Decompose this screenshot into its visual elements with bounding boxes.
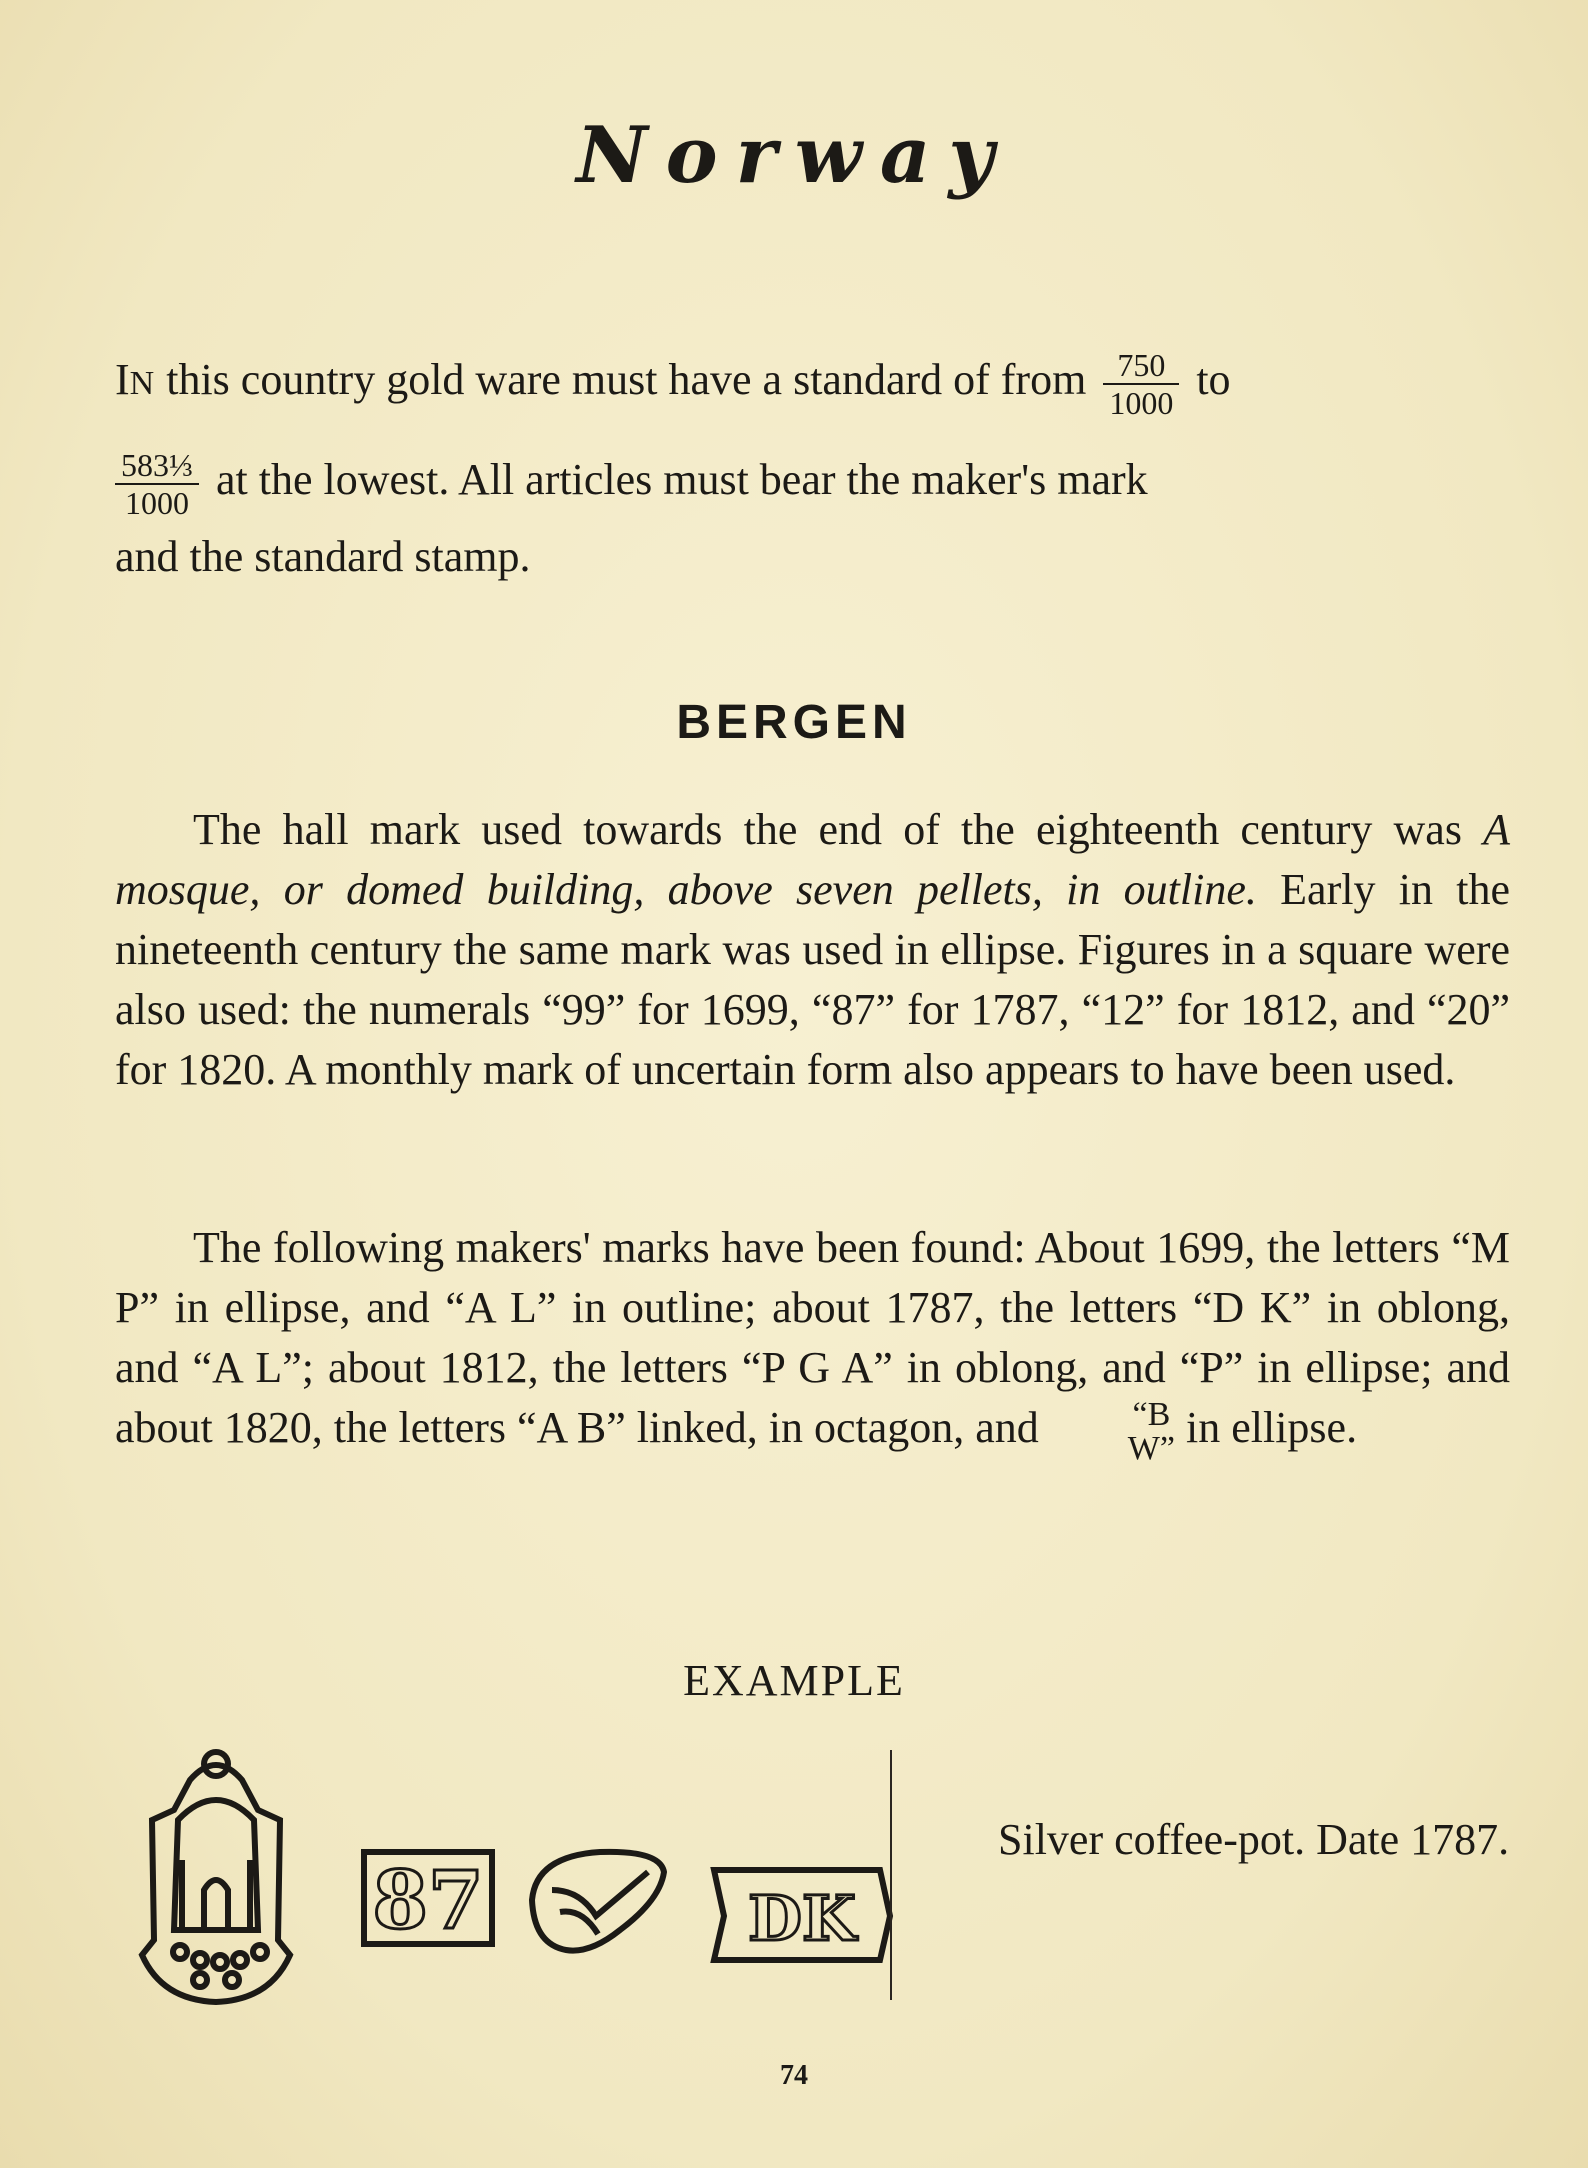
fraction-denominator: 1000 — [125, 484, 189, 521]
body-paragraph-2 — [115, 1218, 1510, 1466]
section-heading: BERGEN — [676, 696, 912, 749]
fraction-numerator: 750 — [1103, 347, 1179, 385]
example-label: EXAMPLE — [683, 1656, 905, 1705]
intro-paragraph — [115, 332, 1510, 592]
intro-text-2: to — [1185, 355, 1231, 404]
stack-bottom: W” — [1127, 1430, 1175, 1467]
monthly-mark-icon — [532, 1852, 664, 1951]
intro-text-1: this country gold ware must have a standard of from — [155, 355, 1098, 404]
body-paragraph-1 — [115, 800, 1510, 1100]
drop-lead-letter: I — [115, 355, 130, 404]
p1-text-b: Early in the nineteenth century the same mark was used in ellipse. Figures in a square were also used: the numerals “99” for 1699, “87” for 1787, “12” for 1812, and “20” for 1820. A monthly mark of uncertain form also appears to have been used. — [115, 865, 1510, 1094]
fraction-numerator: 583⅓ — [115, 447, 199, 485]
lead-smallcap: N — [129, 365, 156, 402]
p2-text-b: in ellipse. — [1174, 1403, 1358, 1453]
p1-italic: A mosque, or domed building, above seven pellets, in outline. — [115, 805, 1510, 914]
intro-text-3: at the lowest. All articles must bear the maker's mark — [205, 455, 1148, 504]
numeral-square-mark — [364, 1852, 492, 1947]
stack-top: “B — [1132, 1396, 1171, 1433]
fraction-583 — [115, 447, 199, 521]
page-title: Norway — [576, 110, 1012, 201]
dk-letters-text: DK — [748, 1882, 856, 1955]
vertical-divider — [890, 1750, 892, 2000]
mosque-mark-icon — [142, 1752, 290, 2002]
p1-text-a: The hall mark used towards the end of the eighteenth century was — [193, 805, 1484, 854]
maker-dk-mark — [714, 1870, 890, 1960]
example-caption: Silver coffee-pot. Date 1787. — [998, 1815, 1510, 1864]
p2-text-a: The following makers' marks have been found: About 1699, the letters “M P” in ellipse, and “A L” in outline; about 1787, the letters “D K” in oblong, and “A L”; about 1812, the letters “P G A” in oblong, and “P” in ellipse; and about 1820, the letters “A B” linked, in octagon, and — [115, 1223, 1510, 1453]
fraction-denominator: 1000 — [1109, 384, 1174, 421]
numeral-87-text: 87 — [372, 1853, 484, 1947]
fraction-750 — [1103, 347, 1179, 421]
page-number: 74 — [780, 2060, 808, 2091]
stacked-letters — [1050, 1398, 1175, 1466]
hallmarks-illustration — [120, 1740, 900, 2010]
intro-text-4: and the standard stamp. — [115, 532, 531, 581]
